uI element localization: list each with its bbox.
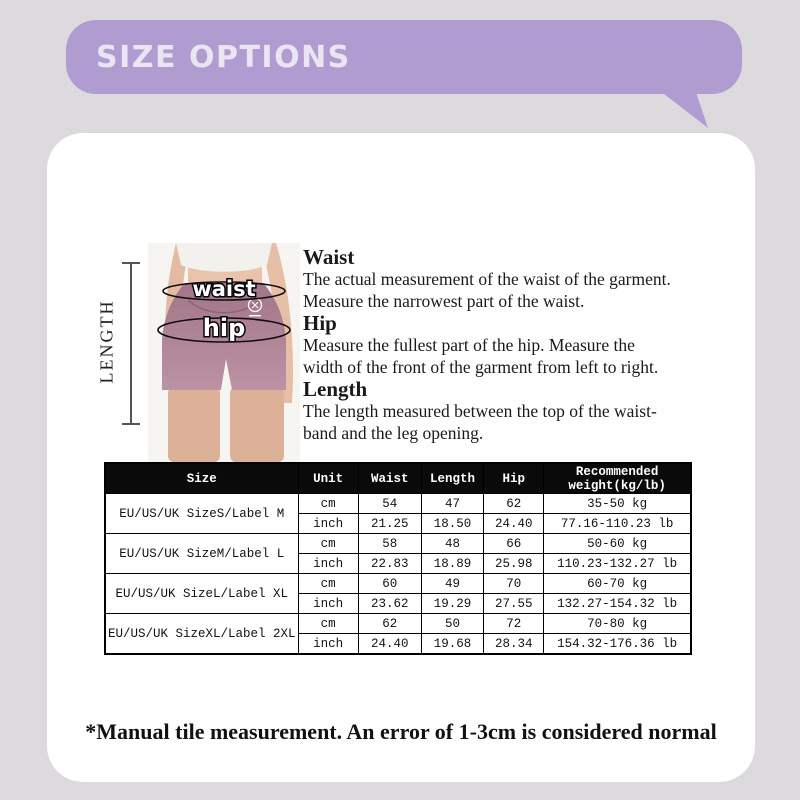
length-cell: 47	[421, 494, 484, 514]
waist-cell: 54	[358, 494, 421, 514]
guide-line: The actual measurement of the waist of the garment.	[303, 269, 671, 289]
hip-cell: 62	[484, 494, 544, 514]
banner-title: SIZE OPTIONS	[96, 39, 351, 75]
size-cell: EU/US/UK SizeM/Label L	[105, 534, 298, 574]
measurement-guide	[303, 246, 713, 444]
size-options-banner	[66, 20, 742, 94]
waist-label: waist	[192, 277, 256, 301]
unit-cell: inch	[298, 514, 358, 534]
weight-cell: 70-80 kg	[544, 614, 691, 634]
size-table	[104, 462, 692, 655]
waist-cell: 60	[358, 574, 421, 594]
weight-cell: 60-70 kg	[544, 574, 691, 594]
size-cell: EU/US/UK SizeXL/Label 2XL	[105, 614, 298, 655]
length-measure-line	[130, 262, 132, 425]
hip-cell: 72	[484, 614, 544, 634]
weight-cell: 154.32-176.36 lb	[544, 634, 691, 655]
brand-logo-text	[249, 315, 261, 316]
unit-cell: cm	[298, 534, 358, 554]
guide-line: Measure the fullest part of the hip. Measure the	[303, 335, 635, 355]
size-cell: EU/US/UK SizeL/Label XL	[105, 574, 298, 614]
waist-cell: 62	[358, 614, 421, 634]
unit-cell: inch	[298, 594, 358, 614]
weight-cell: 35-50 kg	[544, 494, 691, 514]
measurement-disclaimer: *Manual tile measurement. An error of 1-3cm is considered normal	[85, 719, 717, 744]
right-leg	[230, 387, 284, 462]
waist-cell: 21.25	[358, 514, 421, 534]
size-cell: EU/US/UK SizeS/Label M	[105, 494, 298, 534]
unit-cell: inch	[298, 634, 358, 655]
unit-cell: cm	[298, 494, 358, 514]
model-figure-graphic	[148, 243, 300, 462]
hip-cell: 66	[484, 534, 544, 554]
waist-cell: 22.83	[358, 554, 421, 574]
speech-bubble-tail	[656, 91, 708, 128]
table-row	[105, 614, 691, 634]
weight-cell: 132.27-154.32 lb	[544, 594, 691, 614]
weight-cell: 110.23-132.27 lb	[544, 554, 691, 574]
length-cell: 49	[421, 574, 484, 594]
col-header-hip: Hip	[484, 463, 544, 494]
waist-cell: 23.62	[358, 594, 421, 614]
col-header-weight: Recommended weight(kg/lb)	[544, 463, 691, 494]
length-cell: 18.89	[421, 554, 484, 574]
waist-cell: 58	[358, 534, 421, 554]
length-cell: 19.29	[421, 594, 484, 614]
crop-top	[176, 243, 272, 272]
length-cell: 19.68	[421, 634, 484, 655]
waist-cell: 24.40	[358, 634, 421, 655]
guide-line: width of the front of the garment from left to right.	[303, 356, 659, 377]
table-row	[105, 574, 691, 594]
guide-line: The length measured between the top of the waist-	[303, 401, 657, 421]
weight-cell: 50-60 kg	[544, 534, 691, 554]
col-header-size: Size	[105, 463, 298, 494]
guide-heading-length: Length	[303, 377, 368, 401]
table-header-row	[105, 463, 691, 494]
model-photo	[148, 243, 300, 462]
hip-cell: 25.98	[484, 554, 544, 574]
table-row	[105, 494, 691, 514]
col-header-length: Length	[421, 463, 484, 494]
left-leg	[168, 387, 220, 462]
length-axis-label: LENGTH	[96, 299, 117, 384]
unit-cell: cm	[298, 574, 358, 594]
unit-cell: cm	[298, 614, 358, 634]
hip-cell: 70	[484, 574, 544, 594]
length-cell: 50	[421, 614, 484, 634]
hip-label: hip	[202, 314, 246, 342]
table-row	[105, 534, 691, 554]
hip-cell: 28.34	[484, 634, 544, 655]
col-header-unit: Unit	[298, 463, 358, 494]
guide-heading-hip: Hip	[303, 311, 337, 335]
guide-line: Measure the narrowest part of the waist.	[303, 290, 585, 311]
size-chart-card	[47, 133, 755, 782]
col-header-waist: Waist	[358, 463, 421, 494]
hip-cell: 24.40	[484, 514, 544, 534]
guide-line: band and the leg opening.	[303, 422, 484, 443]
hip-cell: 27.55	[484, 594, 544, 614]
length-cell: 18.50	[421, 514, 484, 534]
guide-heading-waist: Waist	[303, 245, 355, 269]
length-cell: 48	[421, 534, 484, 554]
weight-cell: 77.16-110.23 lb	[544, 514, 691, 534]
unit-cell: inch	[298, 554, 358, 574]
